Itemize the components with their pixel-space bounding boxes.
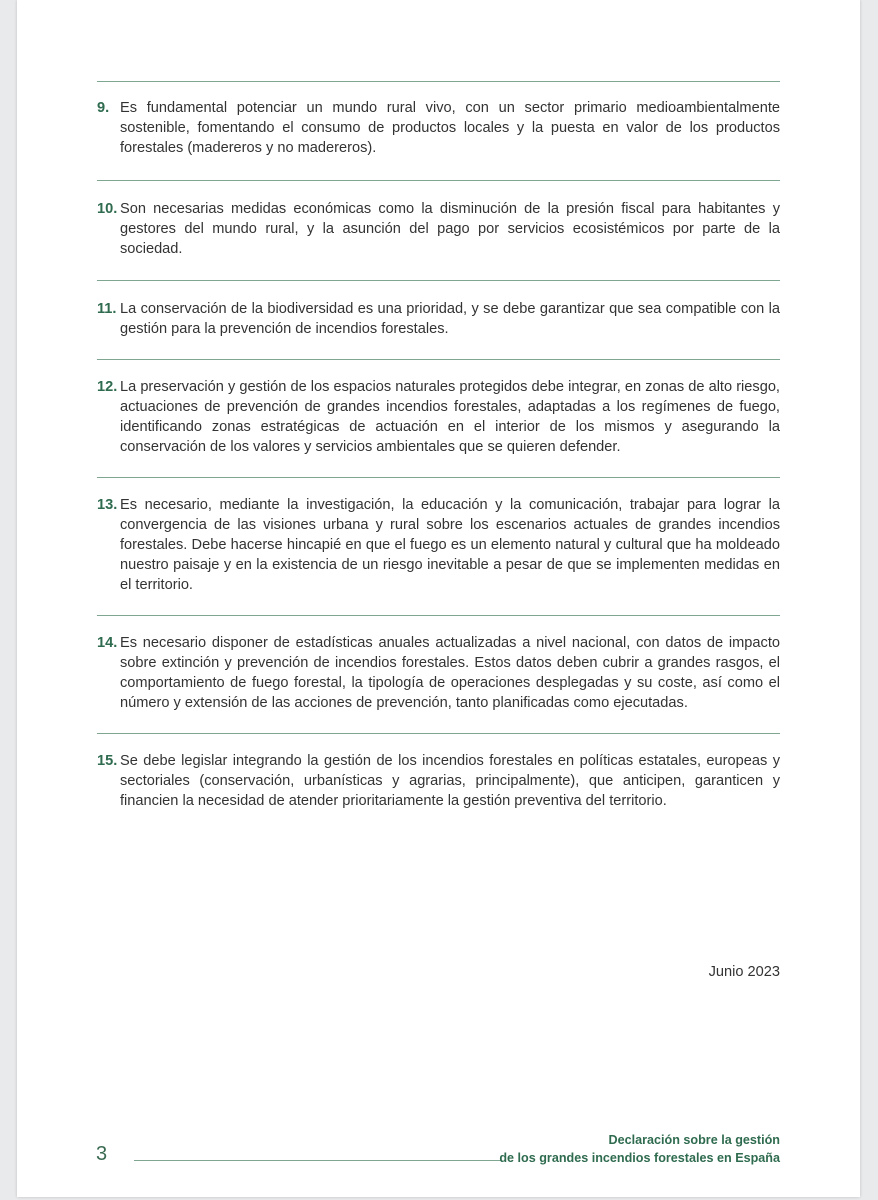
item-text: Es necesario disponer de estadísticas anuales actualizadas a nivel nacional, con datos de impacto sobre extinción y prevención de incendios forestales. Estos datos deben cubrir a grandes rasgos, el comportamiento de fuego forestal, la tipología de operaciones desplegadas y su coste, así como el número y extensión de las acciones de prevención, tanto planificadas como ejecutadas. (120, 635, 780, 711)
footer-title-line-2: de los grandes incendios forestales en España (499, 1151, 780, 1165)
divider (97, 280, 780, 281)
item-number: 12. (97, 379, 118, 395)
declaration-list (97, 81, 780, 811)
list-item-9 (97, 98, 780, 158)
footer-title-line-1: Declaración sobre la gestión (608, 1133, 780, 1147)
divider (97, 477, 780, 478)
divider (97, 733, 780, 734)
item-text: Es fundamental potenciar un mundo rural vivo, con un sector primario medioambientalmente sostenible, fomentando el consumo de productos locales y la puesta en valor de los productos forestales (madereros y no madereros). (120, 100, 780, 156)
item-number: 9. (97, 100, 110, 116)
divider (97, 81, 780, 82)
item-text: La preservación y gestión de los espacios naturales protegidos debe integrar, en zonas de alto riesgo, actuaciones de prevención de grandes incendios forestales, adaptadas a los regímenes de fuego, identificando zonas estratégicas de actuación en el interior de los mismos y asegurando la conservación de los valores y servicios ambientales que se quieren defender. (120, 379, 780, 455)
list-item-13 (97, 495, 780, 595)
divider (97, 359, 780, 360)
document-date: Junio 2023 (708, 964, 780, 980)
item-text: Se debe legislar integrando la gestión de los incendios forestales en políticas estatales, europeas y sectoriales (conservación, urbanísticas y agrarias, principalmente), que anticipen, garanticen y financien la necesidad de atender prioritariamente la gestión preventiva del territorio. (120, 753, 780, 809)
item-number: 11. (97, 301, 117, 317)
item-text: La conservación de la biodiversidad es una prioridad, y se debe garantizar que sea compatible con la gestión para la prevención de incendios forestales. (120, 301, 780, 337)
item-number: 10. (97, 201, 118, 217)
divider (97, 615, 780, 616)
page-number: 3 (96, 1143, 108, 1165)
list-item-11 (97, 299, 780, 339)
footer-divider (134, 1160, 502, 1161)
list-item-15 (97, 751, 780, 811)
item-text: Es necesario, mediante la investigación, la educación y la comunicación, trabajar para lograr la convergencia de las visiones urbana y rural sobre los escenarios actuales de grandes incendios forestales. Debe hacerse hincapié en que el fuego es un elemento natural y cultural que ha moldeado nuestro paisaje y en la existencia de un riesgo inevitable a pesar de que se implementen medidas en el territorio. (120, 497, 780, 593)
list-item-10 (97, 199, 780, 259)
item-text: Son necesarias medidas económicas como la disminución de la presión fiscal para habitantes y gestores del mundo rural, y la asunción del pago por servicios ecosistémicos por parte de la sociedad. (120, 201, 780, 257)
footer-title (499, 1131, 780, 1167)
divider (97, 180, 780, 181)
item-number: 14. (97, 635, 118, 651)
document-page (17, 0, 860, 1197)
item-number: 13. (97, 497, 118, 513)
list-item-12 (97, 377, 780, 457)
item-number: 15. (97, 753, 118, 769)
list-item-14 (97, 633, 780, 713)
